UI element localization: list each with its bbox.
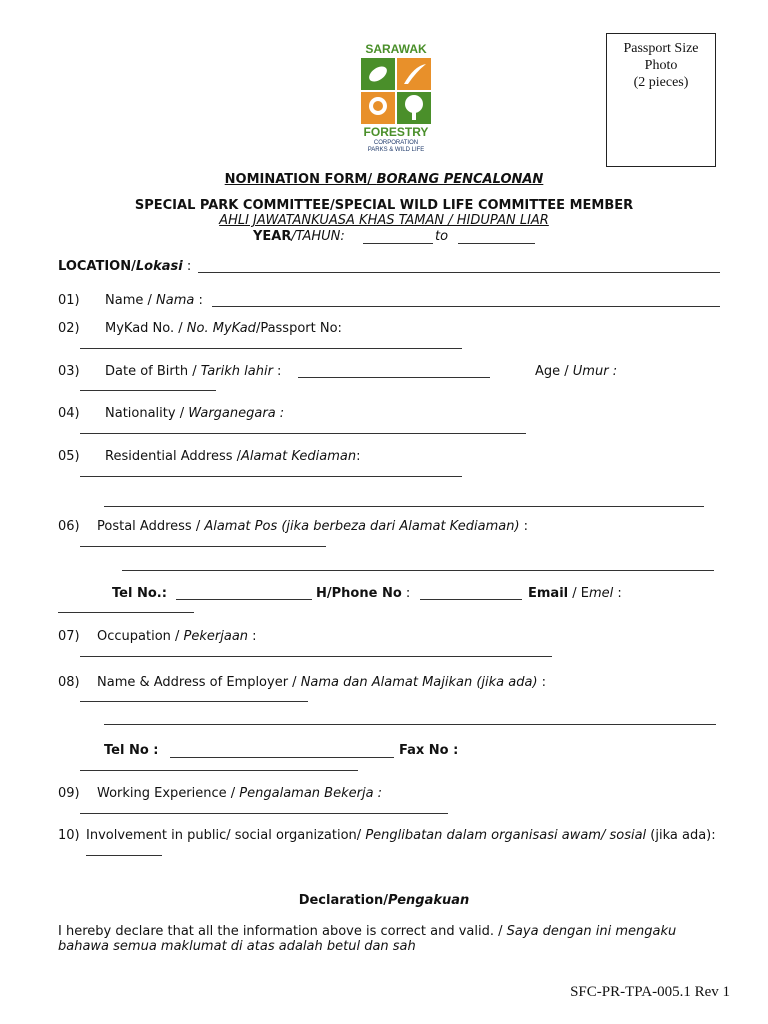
year-to: to <box>435 229 449 244</box>
tel-label: Tel No.: <box>112 586 167 601</box>
postal-address-field-2[interactable] <box>122 570 714 571</box>
svg-text:FORESTRY: FORESTRY <box>363 125 429 139</box>
field-07-num: 07) <box>58 629 80 644</box>
mykad-field[interactable] <box>80 348 462 349</box>
field-09-num: 09) <box>58 786 80 801</box>
passport-photo-box[interactable] <box>606 33 716 167</box>
declaration-text-line1: I hereby declare that all the information above is correct and valid. / Saya dengan ini mengaku <box>58 924 677 939</box>
fax-field[interactable] <box>80 770 358 771</box>
nationality-field[interactable] <box>80 433 526 434</box>
postal-address-field-1[interactable] <box>80 546 326 547</box>
field-01-num: 01) <box>58 293 80 308</box>
year-to-line[interactable] <box>458 243 535 244</box>
photo-box-line1: Passport Size <box>623 41 699 56</box>
field-01-label: Name / Nama : <box>105 293 203 308</box>
field-03-num: 03) <box>58 364 80 379</box>
email-field[interactable] <box>58 612 194 613</box>
year-row: YEAR/TAHUN: <box>253 229 345 244</box>
field-07-label: Occupation / Pekerjaan : <box>97 629 257 644</box>
experience-field[interactable] <box>80 813 448 814</box>
field-10-num: 10) <box>58 828 80 843</box>
email-label: Email / Emel : <box>528 586 622 601</box>
field-04-label: Nationality / Warganegara : <box>105 406 285 421</box>
year-from-line[interactable] <box>363 243 433 244</box>
declaration-text-line2: bahawa semua maklumat di atas adalah betul dan sah <box>58 939 416 954</box>
field-02-label: MyKad No. / No. MyKad/Passport No: <box>105 321 342 336</box>
residential-address-field-2[interactable] <box>104 506 704 507</box>
field-05-num: 05) <box>58 449 80 464</box>
form-title: NOMINATION FORM/ BORANG PENCALONAN <box>224 172 544 187</box>
fax-label: Fax No : <box>399 743 459 758</box>
field-10-label: Involvement in public/ social organization/ Penglibatan dalam organisasi awam/ sosial (jika ada): <box>86 828 716 843</box>
sarawak-forestry-logo <box>356 40 436 152</box>
hphone-label: H/Phone No : <box>316 586 411 601</box>
name-field[interactable] <box>212 306 720 307</box>
occupation-field[interactable] <box>80 656 552 657</box>
employer-field-2[interactable] <box>104 724 716 725</box>
field-03-label: Date of Birth / Tarikh lahir : <box>105 364 282 379</box>
dob-field[interactable] <box>298 377 490 378</box>
declaration-heading: Declaration/Pengakuan <box>298 893 470 908</box>
form-subtitle-malay: AHLI JAWATANKUASA KHAS TAMAN / HIDUPAN LIAR <box>219 213 549 228</box>
tel-field[interactable] <box>176 599 312 600</box>
field-04-num: 04) <box>58 406 80 421</box>
field-06-label: Postal Address / Alamat Pos (jika berbeza dari Alamat Kediaman) : <box>97 519 529 534</box>
photo-box-line3: (2 pieces) <box>633 75 689 90</box>
age-label: Age / Umur : <box>535 364 618 379</box>
field-06-num: 06) <box>58 519 80 534</box>
employer-tel-label: Tel No : <box>104 743 159 758</box>
involvement-field[interactable] <box>86 855 162 856</box>
field-08-num: 08) <box>58 675 80 690</box>
hphone-field[interactable] <box>420 599 522 600</box>
age-field[interactable] <box>80 390 216 391</box>
svg-text:PARKS & WILD LIFE: PARKS & WILD LIFE <box>367 147 425 152</box>
photo-box-line2: Photo <box>644 58 678 73</box>
field-08-label: Name & Address of Employer / Nama dan Alamat Majikan (jika ada) : <box>97 675 547 690</box>
location-label: LOCATION/Lokasi : <box>58 259 192 274</box>
svg-text:CORPORATION: CORPORATION <box>373 140 419 146</box>
location-field[interactable] <box>198 272 720 273</box>
form-code: SFC-PR-TPA-005.1 Rev 1 <box>570 984 730 1000</box>
employer-field-1[interactable] <box>80 701 308 702</box>
residential-address-field-1[interactable] <box>80 476 462 477</box>
form-subtitle: SPECIAL PARK COMMITTEE/SPECIAL WILD LIFE COMMITTEE MEMBER <box>134 198 634 213</box>
field-05-label: Residential Address /Alamat Kediaman: <box>105 449 361 464</box>
field-09-label: Working Experience / Pengalaman Bekerja : <box>97 786 383 801</box>
employer-tel-field[interactable] <box>170 757 394 758</box>
field-02-num: 02) <box>58 321 80 336</box>
svg-text:SARAWAK: SARAWAK <box>365 42 427 56</box>
